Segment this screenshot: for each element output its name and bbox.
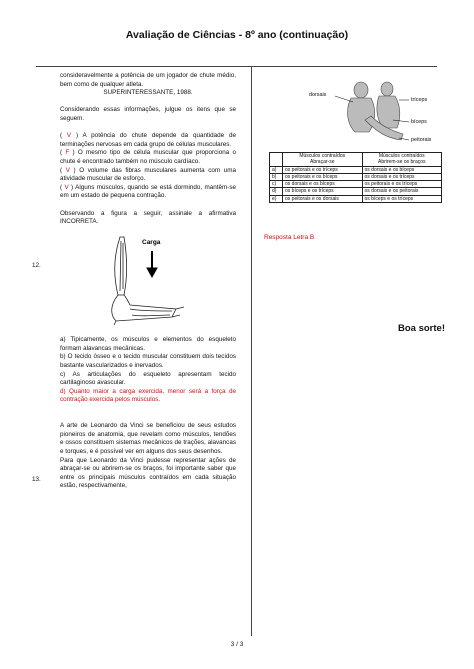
table-row: d) os bíceps e os tríceps os dorsais e os peitorais [270, 188, 442, 195]
table-row: c) os dorsais e os bíceps os peitorais e os tríceps [270, 181, 442, 188]
q12-option: a) Tipicamente, os músculos e elementos do esqueleto formam alavancas mecânicas. [60, 336, 236, 352]
header-rule [36, 66, 437, 67]
tf-mark: V [65, 166, 70, 174]
table-row: e) os peitorais e os dorsais os bíceps e os tríceps [270, 195, 442, 202]
column-divider [251, 66, 252, 636]
biceps-label: bíceps [411, 119, 427, 125]
closing-text: Boa sorte! [398, 323, 445, 334]
q13-number: 13. [32, 476, 41, 483]
load-label: Carga [142, 238, 161, 246]
q12-option: b) O tecido ósseo e o tecido muscular constituem dois tecidos bastante vascularizados e inervados. [60, 353, 236, 370]
tf-mark: V [66, 132, 72, 140]
q12-number: 12. [32, 262, 41, 269]
table-header-cell: Músculos contraídos Abraçar-se [283, 153, 363, 167]
q12-prompt: Observando a figura a seguir, assinale a afirmativa INCORRETA. [60, 209, 236, 226]
page-number: 3 / 3 [230, 641, 244, 648]
q13-paragraph-1: A arte de Leonardo da Vinci se beneficiou de seus estudos pioneiros de anatomia, que revelam como músculos, tendões e ossos constituem sistemas mecânicos de trações, alavancas e torques, e é possível ver em alguns dos seus desenhos. [60, 422, 236, 455]
peitorais-label: peitorais [411, 137, 432, 143]
table-header-row [270, 153, 442, 167]
muscles-table [269, 152, 442, 203]
table-header-cell [270, 153, 283, 167]
triceps-label: tríceps [411, 97, 428, 103]
q12-answer-option: d) Quanto maior a carga exercida, menor será a força de contração exercida pelos músculos. [60, 387, 236, 404]
tf-mark: V [64, 183, 69, 191]
true-false-item: ( F ) O mesmo tipo de célula muscular que proporciona o chute é encontrado também no músculo cardíaco. [60, 149, 236, 165]
page-title: Avaliação de Ciências - 8º ano (continuação) [125, 29, 349, 41]
left-column [60, 72, 236, 491]
arm-lever-illustration [80, 235, 190, 327]
true-false-item: ( V ) Alguns músculos, quando se está dormindo, mantêm-se em um estado de pequena contração. [60, 183, 236, 200]
source-citation: SUPERINTERESSANTE, 1988. [103, 89, 193, 97]
q12-option: c) As articulações do esqueleto apresentam tecido cartilaginoso avascular. [60, 370, 236, 387]
answer-text: Resposta Letra B [264, 234, 315, 241]
dorsais-label: dorsais [309, 92, 327, 98]
q13-paragraph-2: Para que Leonardo da Vinci pudesse representar ações de abraçar-se ou abrirem-se os braços, foi importante saber que entre os principais músculos contraídos em cada situação estão, respectivamente, [60, 456, 236, 490]
table-header-cell: Músculos contraídos Abrirem-se os braços [362, 153, 442, 167]
table-row: a) os peitorais e os tríceps os dorsais e os bíceps [270, 166, 442, 173]
true-false-item: ( V ) A potência do chute depende da quantidade de terminações nervosas em cada grupo de células musculares. [60, 132, 236, 148]
table-row: b) os peitorais e os bíceps os dorsais e os tríceps [270, 173, 442, 180]
muscles-illustration [305, 80, 439, 148]
intro-paragraph: consideravelmente a potência de um jogador de chute médio, bem como de qualquer atleta. [60, 72, 236, 88]
true-false-item: ( V ) O volume das fibras musculares aumenta com uma atividade muscular de esforço. [60, 166, 236, 183]
tf-mark: F [65, 149, 70, 157]
considering-text: Considerando essas informações, julgue os itens que se seguem. [60, 106, 236, 122]
